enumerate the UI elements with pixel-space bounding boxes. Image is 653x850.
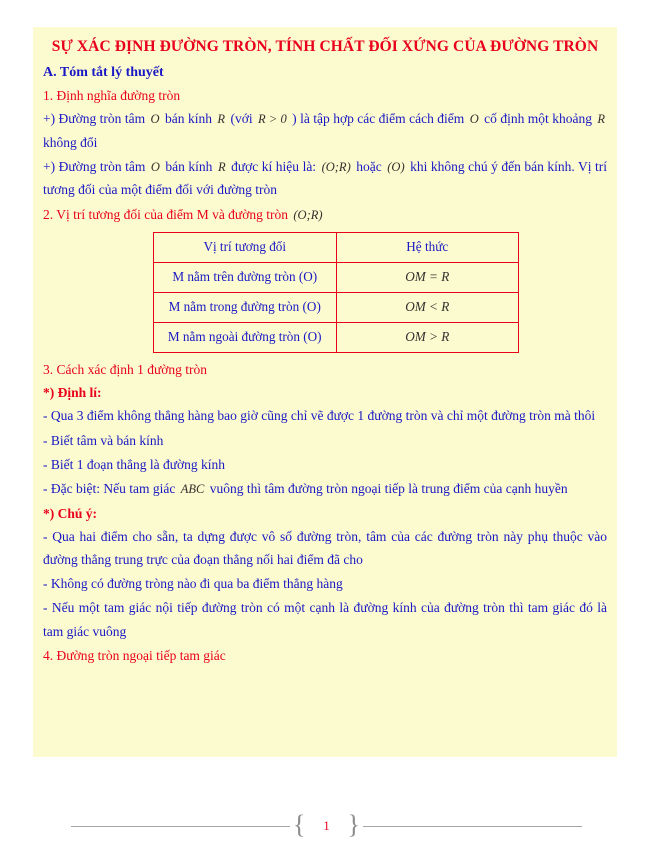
note-bullet-1: - Qua hai điểm cho sẵn, ta dựng được vô số đường tròn, tâm của các đường tròn này phụ thuộc vào đường thẳng trung trực của đoạn thẳng nối hai điểm đã cho bbox=[43, 528, 607, 567]
math-radius-r-2: R bbox=[597, 112, 606, 127]
math-notation-o-r: (O;R) bbox=[321, 159, 351, 174]
text-frag: - Đặc biệt: Nếu tam giác bbox=[43, 481, 176, 497]
text-frag: (với bbox=[230, 111, 253, 127]
cell-relation: OM < R bbox=[336, 292, 519, 322]
page-title: SỰ XÁC ĐỊNH ĐƯỜNG TRÒN, TÍNH CHẤT ĐỐI XỨNG CỦA ĐƯỜNG TRÒN bbox=[51, 38, 599, 55]
page-number: 1 bbox=[323, 818, 330, 833]
math-center-o-3: O bbox=[150, 159, 160, 174]
heading-part-3: 3. Cách xác định 1 đường tròn bbox=[43, 361, 208, 377]
math-notation-o-r-heading: (O;R) bbox=[293, 207, 323, 222]
footer-rule-right bbox=[363, 826, 582, 827]
math-triangle-abc: ABC bbox=[180, 482, 205, 497]
text-frag: bán kính bbox=[165, 111, 212, 127]
section-heading-a: A. Tóm tắt lý thuyết bbox=[43, 64, 164, 80]
cell-position: M nằm trong đường tròn (O) bbox=[154, 292, 337, 322]
heading-part-4: 4. Đường tròn ngoại tiếp tam giác bbox=[43, 647, 226, 663]
text-frag: được kí hiệu là: bbox=[231, 158, 317, 174]
math-center-o-2: O bbox=[469, 112, 479, 127]
note-bullet-2: - Không có đường tròng nào đi qua ba điểm thẳng hàng bbox=[43, 576, 343, 592]
theorem-bullet-2: - Biết tâm và bán kính bbox=[43, 432, 164, 448]
math-radius-r: R bbox=[217, 112, 226, 127]
column-header-position: Vị trí tương đối bbox=[154, 232, 337, 262]
column-header-relation: Hệ thức bbox=[336, 232, 519, 262]
text-frag: khi không chú ý đến bán kính. Vị trí tương đối của một điểm đối với đường tròn bbox=[43, 158, 608, 198]
position-table-wrapper bbox=[43, 232, 607, 353]
theorem-bullet-4 bbox=[43, 477, 607, 501]
text-frag: cố định một khoảng bbox=[484, 111, 592, 127]
theorem-bullet-3: - Biết 1 đoạn thẳng là đường kính bbox=[43, 456, 226, 472]
label-note: *) Chú ý: bbox=[43, 505, 98, 521]
heading-part-2 bbox=[43, 205, 607, 225]
text-frag: +) Đường tròn tâm bbox=[43, 111, 146, 127]
math-center-o: O bbox=[150, 112, 160, 127]
heading-part-2-text: 2. Vị trí tương đối của điểm M và đường tròn bbox=[43, 206, 289, 222]
note-bullet-3: - Nếu một tam giác nội tiếp đường tròn có một cạnh là đường kính của đường tròn thì tam giác đó là tam giác vuông bbox=[43, 600, 607, 639]
text-frag: ) là tập hợp các điểm cách điểm bbox=[292, 111, 465, 127]
paragraph-definition-2 bbox=[43, 155, 607, 202]
text-frag: bán kính bbox=[165, 158, 213, 174]
table-row bbox=[154, 322, 519, 352]
content-block bbox=[33, 27, 617, 757]
footer-brace-left: { bbox=[293, 810, 306, 839]
cell-position: M nằm ngoài đường tròn (O) bbox=[154, 322, 337, 352]
footer-brace-right: } bbox=[347, 810, 360, 839]
table-row bbox=[154, 262, 519, 292]
table-row bbox=[154, 292, 519, 322]
math-radius-r-3: R bbox=[217, 159, 226, 174]
table-header-row bbox=[154, 232, 519, 262]
paragraph-definition-1 bbox=[43, 107, 607, 154]
theorem-bullet-1: - Qua 3 điểm không thẳng hàng bao giờ cũng chỉ vẽ được 1 đường tròn và chỉ một đường tròn mà thôi bbox=[43, 408, 596, 424]
footer-rule-left bbox=[71, 826, 290, 827]
cell-relation: OM > R bbox=[336, 322, 519, 352]
text-frag: +) Đường tròn tâm bbox=[43, 158, 146, 174]
cell-relation: OM = R bbox=[336, 262, 519, 292]
position-relation-table bbox=[153, 232, 519, 353]
text-frag: hoặc bbox=[356, 158, 382, 174]
heading-part-1: 1. Định nghĩa đường tròn bbox=[43, 87, 181, 103]
text-frag: vuông thì tâm đường tròn ngoại tiếp là trung điểm của cạnh huyền bbox=[209, 481, 568, 497]
label-theorem: *) Định lí: bbox=[43, 385, 102, 401]
math-r-greater-zero: R > 0 bbox=[258, 112, 287, 127]
page-footer bbox=[0, 806, 653, 846]
math-notation-o: (O) bbox=[387, 159, 405, 174]
text-frag: không đổi bbox=[43, 134, 98, 150]
cell-position: M nằm trên đường tròn (O) bbox=[154, 262, 337, 292]
